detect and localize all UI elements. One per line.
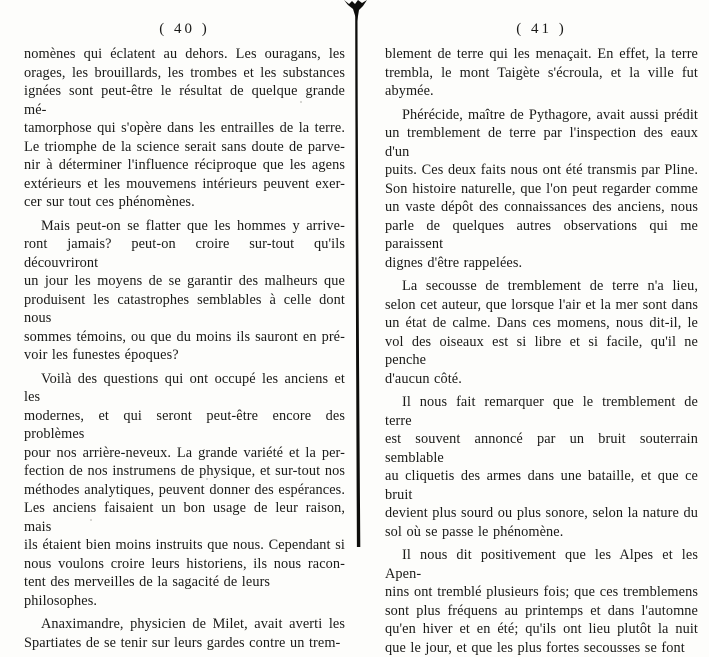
text-line: voir les funestes époques? — [24, 346, 345, 365]
text-line: produisent les catastrophes semblables à celle dont nous — [24, 291, 345, 328]
page-text-right — [385, 45, 698, 657]
text-line: d'aucun côté. — [385, 370, 698, 389]
text-line: Mais peut-on se flatter que les hommes y arrive- — [24, 217, 345, 236]
text-line: pour nos arrière-neveux. La grande variété et la per- — [24, 444, 345, 463]
text-line: nomènes qui éclatent au dehors. Les ouragans, les — [24, 45, 345, 64]
text-line: un jour les moyens de se garantir des malheurs que — [24, 272, 345, 291]
text-line: devient plus sourd ou plus sonore, selon la nature du — [385, 504, 698, 523]
scan-speck — [628, 52, 630, 54]
text-line: trembla, le mont Taigète s'écroula, et la ville fut — [385, 64, 698, 83]
text-line: cer sur tout ces phénomènes. — [24, 193, 345, 212]
text-line: un vaste dépôt des connaissances des anciens, nous — [385, 198, 698, 217]
text-line: puits. Ces deux faits nous ont été transmis par Pline. — [385, 161, 698, 180]
text-line: Voilà des questions qui ont occupé les anciens et les — [24, 370, 345, 407]
text-line: Il nous dit positivement que les Alpes et les Apen- — [385, 546, 698, 583]
text-line: Spartiates de se tenir sur leurs gardes contre un trem- — [24, 634, 345, 653]
scan-speck — [90, 519, 92, 521]
text-line: sommes témoins, ou que du moins ils sauront en pré- — [24, 328, 345, 347]
text-line: Phérécide, maître de Pythagore, avait aussi prédit — [385, 106, 698, 125]
text-line: sol où se passe le phénomène. — [385, 523, 698, 542]
text-line: Anaximandre, physicien de Milet, avait averti les — [24, 615, 345, 634]
paragraph — [385, 546, 698, 657]
text-line: Il nous fait remarquer que le tremblement de terre — [385, 393, 698, 430]
text-line: que le jour, et que les plus fortes secousses se font — [385, 639, 698, 657]
text-line: fection de nos instrumens de physique, et sur-tout nos — [24, 462, 345, 481]
paragraph — [385, 277, 698, 388]
scan-speck — [548, 303, 550, 305]
page-number-left: ( 40 ) — [24, 21, 345, 38]
page-number-right: ( 41 ) — [385, 21, 698, 38]
text-line: Son histoire naturelle, que l'on peut regarder comme — [385, 180, 698, 199]
scan-speck — [206, 478, 208, 480]
text-line: méthodes analytiques, peuvent donner des espérances. — [24, 481, 345, 500]
text-line: selon cet auteur, que lorsque l'air et la mer sont dans — [385, 296, 698, 315]
text-line: sont plus fréquens au printemps et dans l'automne — [385, 602, 698, 621]
text-line: extérieurs et les mouvemens intérieurs peuvent exer- — [24, 175, 345, 194]
text-line: dignes d'être rappelées. — [385, 254, 698, 273]
text-line: nir à déterminer l'influence réciproque que les agens — [24, 156, 345, 175]
paragraph — [24, 45, 345, 212]
paragraph — [24, 217, 345, 365]
text-line: modernes, et qui seront peut-être encore des problèmes — [24, 407, 345, 444]
text-line: ront jamais? peut-on croire sur-tout qu'ils découvriront — [24, 235, 345, 272]
text-line: nins ont tremblé plusieurs fois; que ces tremblemens — [385, 583, 698, 602]
paragraph — [24, 615, 345, 652]
text-line: parle de quelques autres observations qui me paraissent — [385, 217, 698, 254]
paragraph — [385, 45, 698, 101]
text-line: ignées sont peut-être le résultat de quelque grande mé- — [24, 82, 345, 119]
text-line: un tremblement de terre par l'inspection des eaux d'un — [385, 124, 698, 161]
text-line: abymée. — [385, 82, 698, 101]
text-line: orages, les brouillards, les trombes et les substances — [24, 64, 345, 83]
text-line: au cliquetis des armes dans une bataille, et que ce bruit — [385, 467, 698, 504]
text-line: Le triomphe de la science serait sans doute de parve- — [24, 138, 345, 157]
text-line: Les anciens faisaient un bon usage de leur raison, mais — [24, 499, 345, 536]
text-line: qu'en hiver et en été; qu'ils ont lieu plutôt la nuit — [385, 620, 698, 639]
text-line: vol des oiseaux est si libre et si facile, qu'il ne penche — [385, 333, 698, 370]
book-page-right — [385, 21, 698, 657]
paragraph — [385, 106, 698, 273]
paragraph — [385, 393, 698, 541]
paragraph — [24, 370, 345, 611]
scan-speck — [300, 101, 302, 103]
text-line: un état de calme. Dans ces momens, nous dit-il, le — [385, 314, 698, 333]
page-text-left — [24, 45, 345, 652]
text-line: ils étaient bien moins instruits que nous. Cependant si — [24, 536, 345, 555]
text-line: La secousse de tremblement de terre n'a lieu, — [385, 277, 698, 296]
book-page-left — [24, 21, 345, 652]
text-line: blement de terre qui les menaçait. En effet, la terre — [385, 45, 698, 64]
text-line: est souvent annoncé par un bruit souterrain semblable — [385, 430, 698, 467]
text-line: tent des merveilles de la sagacité de leurs philosophes. — [24, 573, 345, 610]
text-line: nous voulons croire leurs historiens, ils nous racon- — [24, 555, 345, 574]
text-line: tamorphose qui s'opère dans les entrailles de la terre. — [24, 119, 345, 138]
